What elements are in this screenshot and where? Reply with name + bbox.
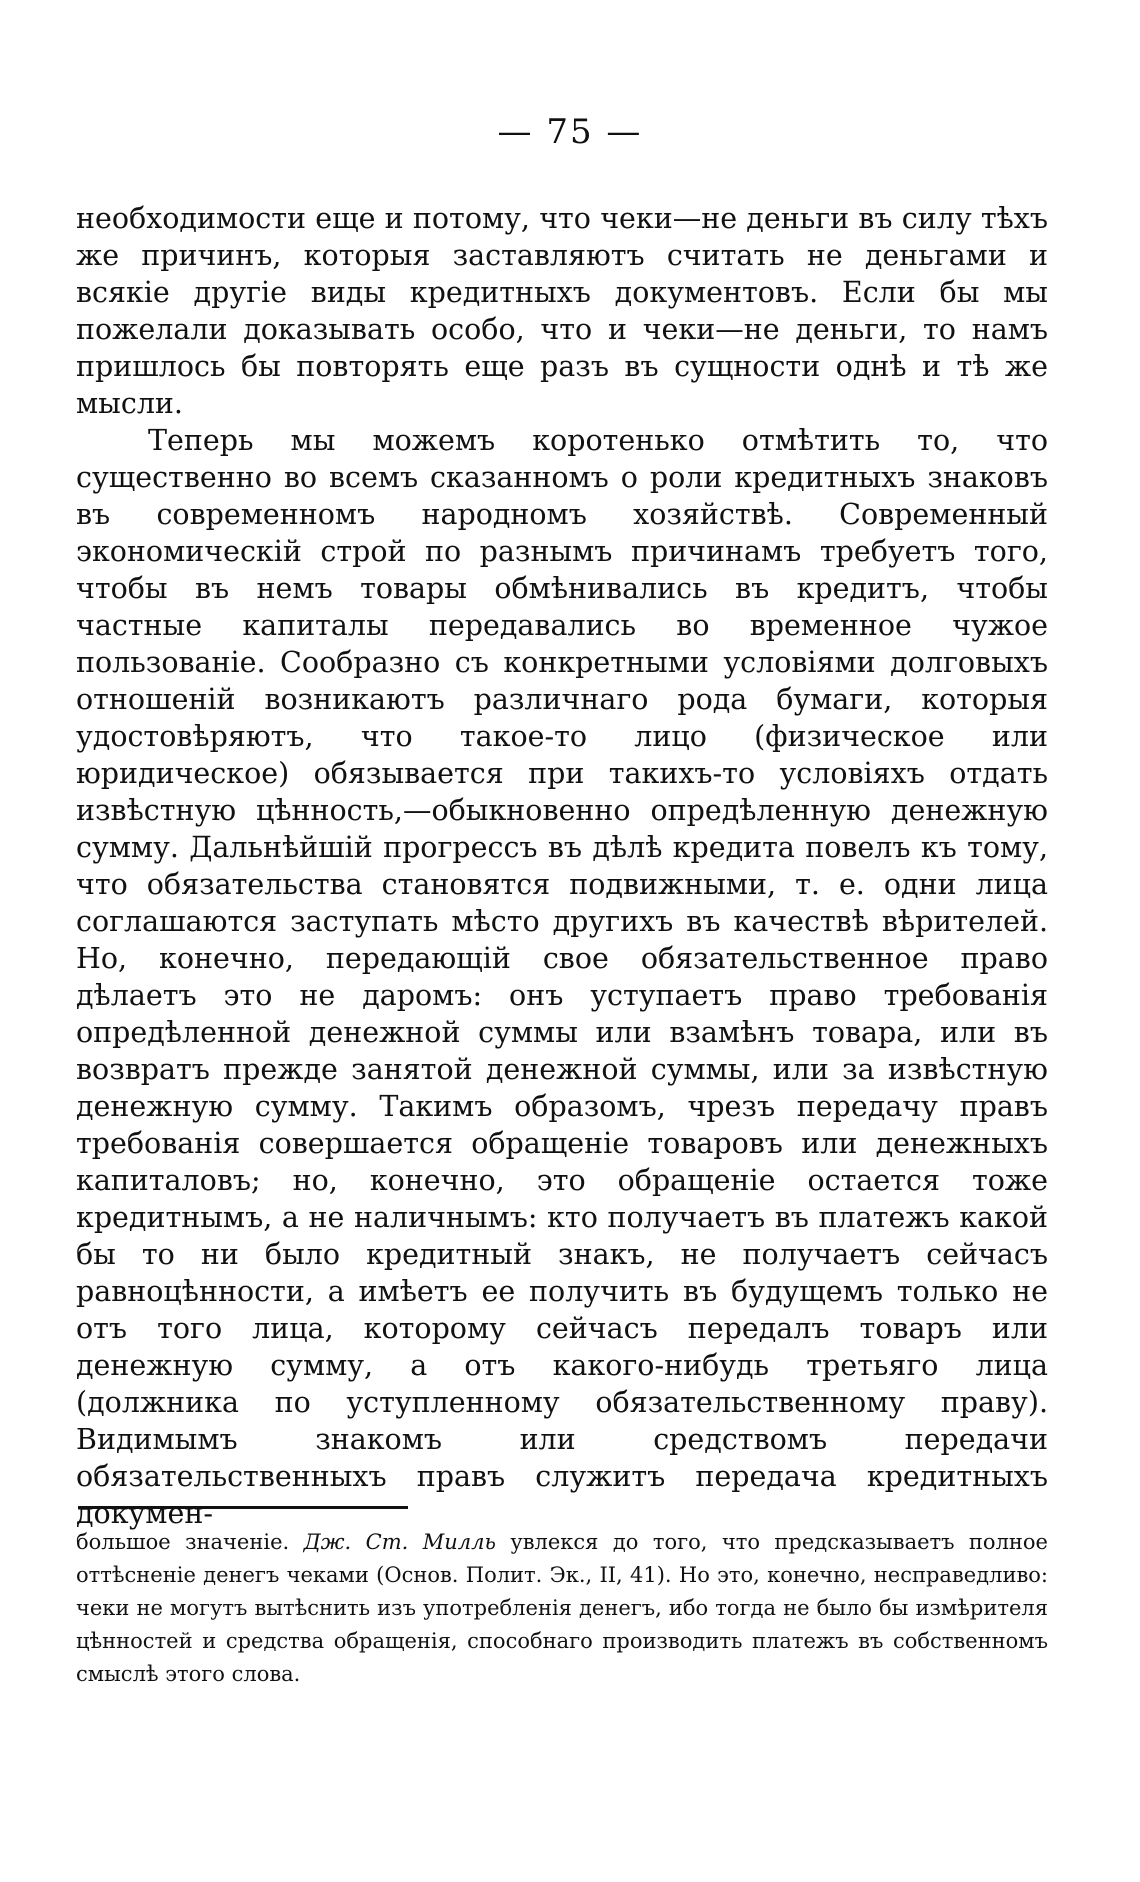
page-number: — 75 —	[497, 112, 643, 152]
main-text	[76, 200, 1048, 1532]
footnote-author: Дж. Ст. Милль	[303, 1530, 496, 1554]
paragraph-continuation: необходимости еще и потому, что чеки—не деньги въ силу тѣхъ же причинъ, которыя заставляютъ считать не деньгами и всякіе другіе виды кредитныхъ документовъ. Если бы мы пожелали доказывать особо, что и чеки—не деньги, то намъ пришлось бы повторять еще разъ въ сущности однѣ и тѣ же мысли.	[76, 202, 1048, 420]
footnote-text-start: большое значеніе.	[76, 1530, 304, 1554]
paragraph-main: Теперь мы можемъ коротенько отмѣтить то, что существенно во всемъ сказанномъ о роли кредитныхъ знаковъ въ современномъ народномъ хозяйствѣ. Современный экономическій строй по разнымъ причинамъ требуетъ того, чтобы въ немъ товары обмѣнивались въ кредитъ, чтобы частные капиталы передавались во временное чужое пользованіе. Сообразно съ конкретными условіями долговыхъ отношеній возникаютъ различнаго рода бумаги, которыя удостовѣряютъ, что такое-то лицо (физическое или юридическое) обязывается при такихъ-то условіяхъ отдать извѣстную цѣнность,—обыкновенно опредѣленную денежную сумму. Дальнѣйшій прогрессъ въ дѣлѣ кредита повелъ къ тому, что обязательства становятся подвижными, т. е. одни лица соглашаются заступать мѣсто другихъ въ качествѣ вѣрителей. Но, конечно, передающій свое обязательственное право дѣлаетъ это не даромъ: онъ уступаетъ право требованія опредѣленной денежной суммы или взамѣнъ товара, или въ возвратъ прежде занятой денежной суммы, или за извѣстную денежную сумму. Такимъ образомъ, чрезъ передачу правъ требованія совершается обращеніе товаровъ или денежныхъ капиталовъ; но, конечно, это обращеніе остается тоже кредитнымъ, а не наличнымъ: кто получаетъ въ платежъ какой бы то ни было кредитный знакъ, не получаетъ сейчасъ равноцѣнности, а имѣетъ ее получить въ будущемъ только не отъ того лица, которому сейчасъ передалъ товаръ или денежную сумму, а отъ какого-нибудь третьяго лица (должника по уступленному обязательственному праву). Видимымъ знакомъ или средствомъ передачи обязательственныхъ правъ служитъ передача кредитныхъ докумен-	[76, 424, 1048, 1530]
footnote-paragraph	[76, 1526, 1048, 1691]
footnote-text-end: увлекся до того, что предсказываетъ полное оттѣсненіе денегъ чеками (Основ. Полит. Эк., II, 41). Но это, конечно, несправедливо: чеки не могутъ вытѣснить изъ употребленія денегъ, ибо тогда не было бы измѣрителя цѣнностей и средства обращенія, способнаго производить платежъ въ собственномъ смыслѣ этого слова.	[76, 1530, 1048, 1686]
footnote	[76, 1526, 1048, 1691]
footnote-divider	[78, 1506, 408, 1509]
